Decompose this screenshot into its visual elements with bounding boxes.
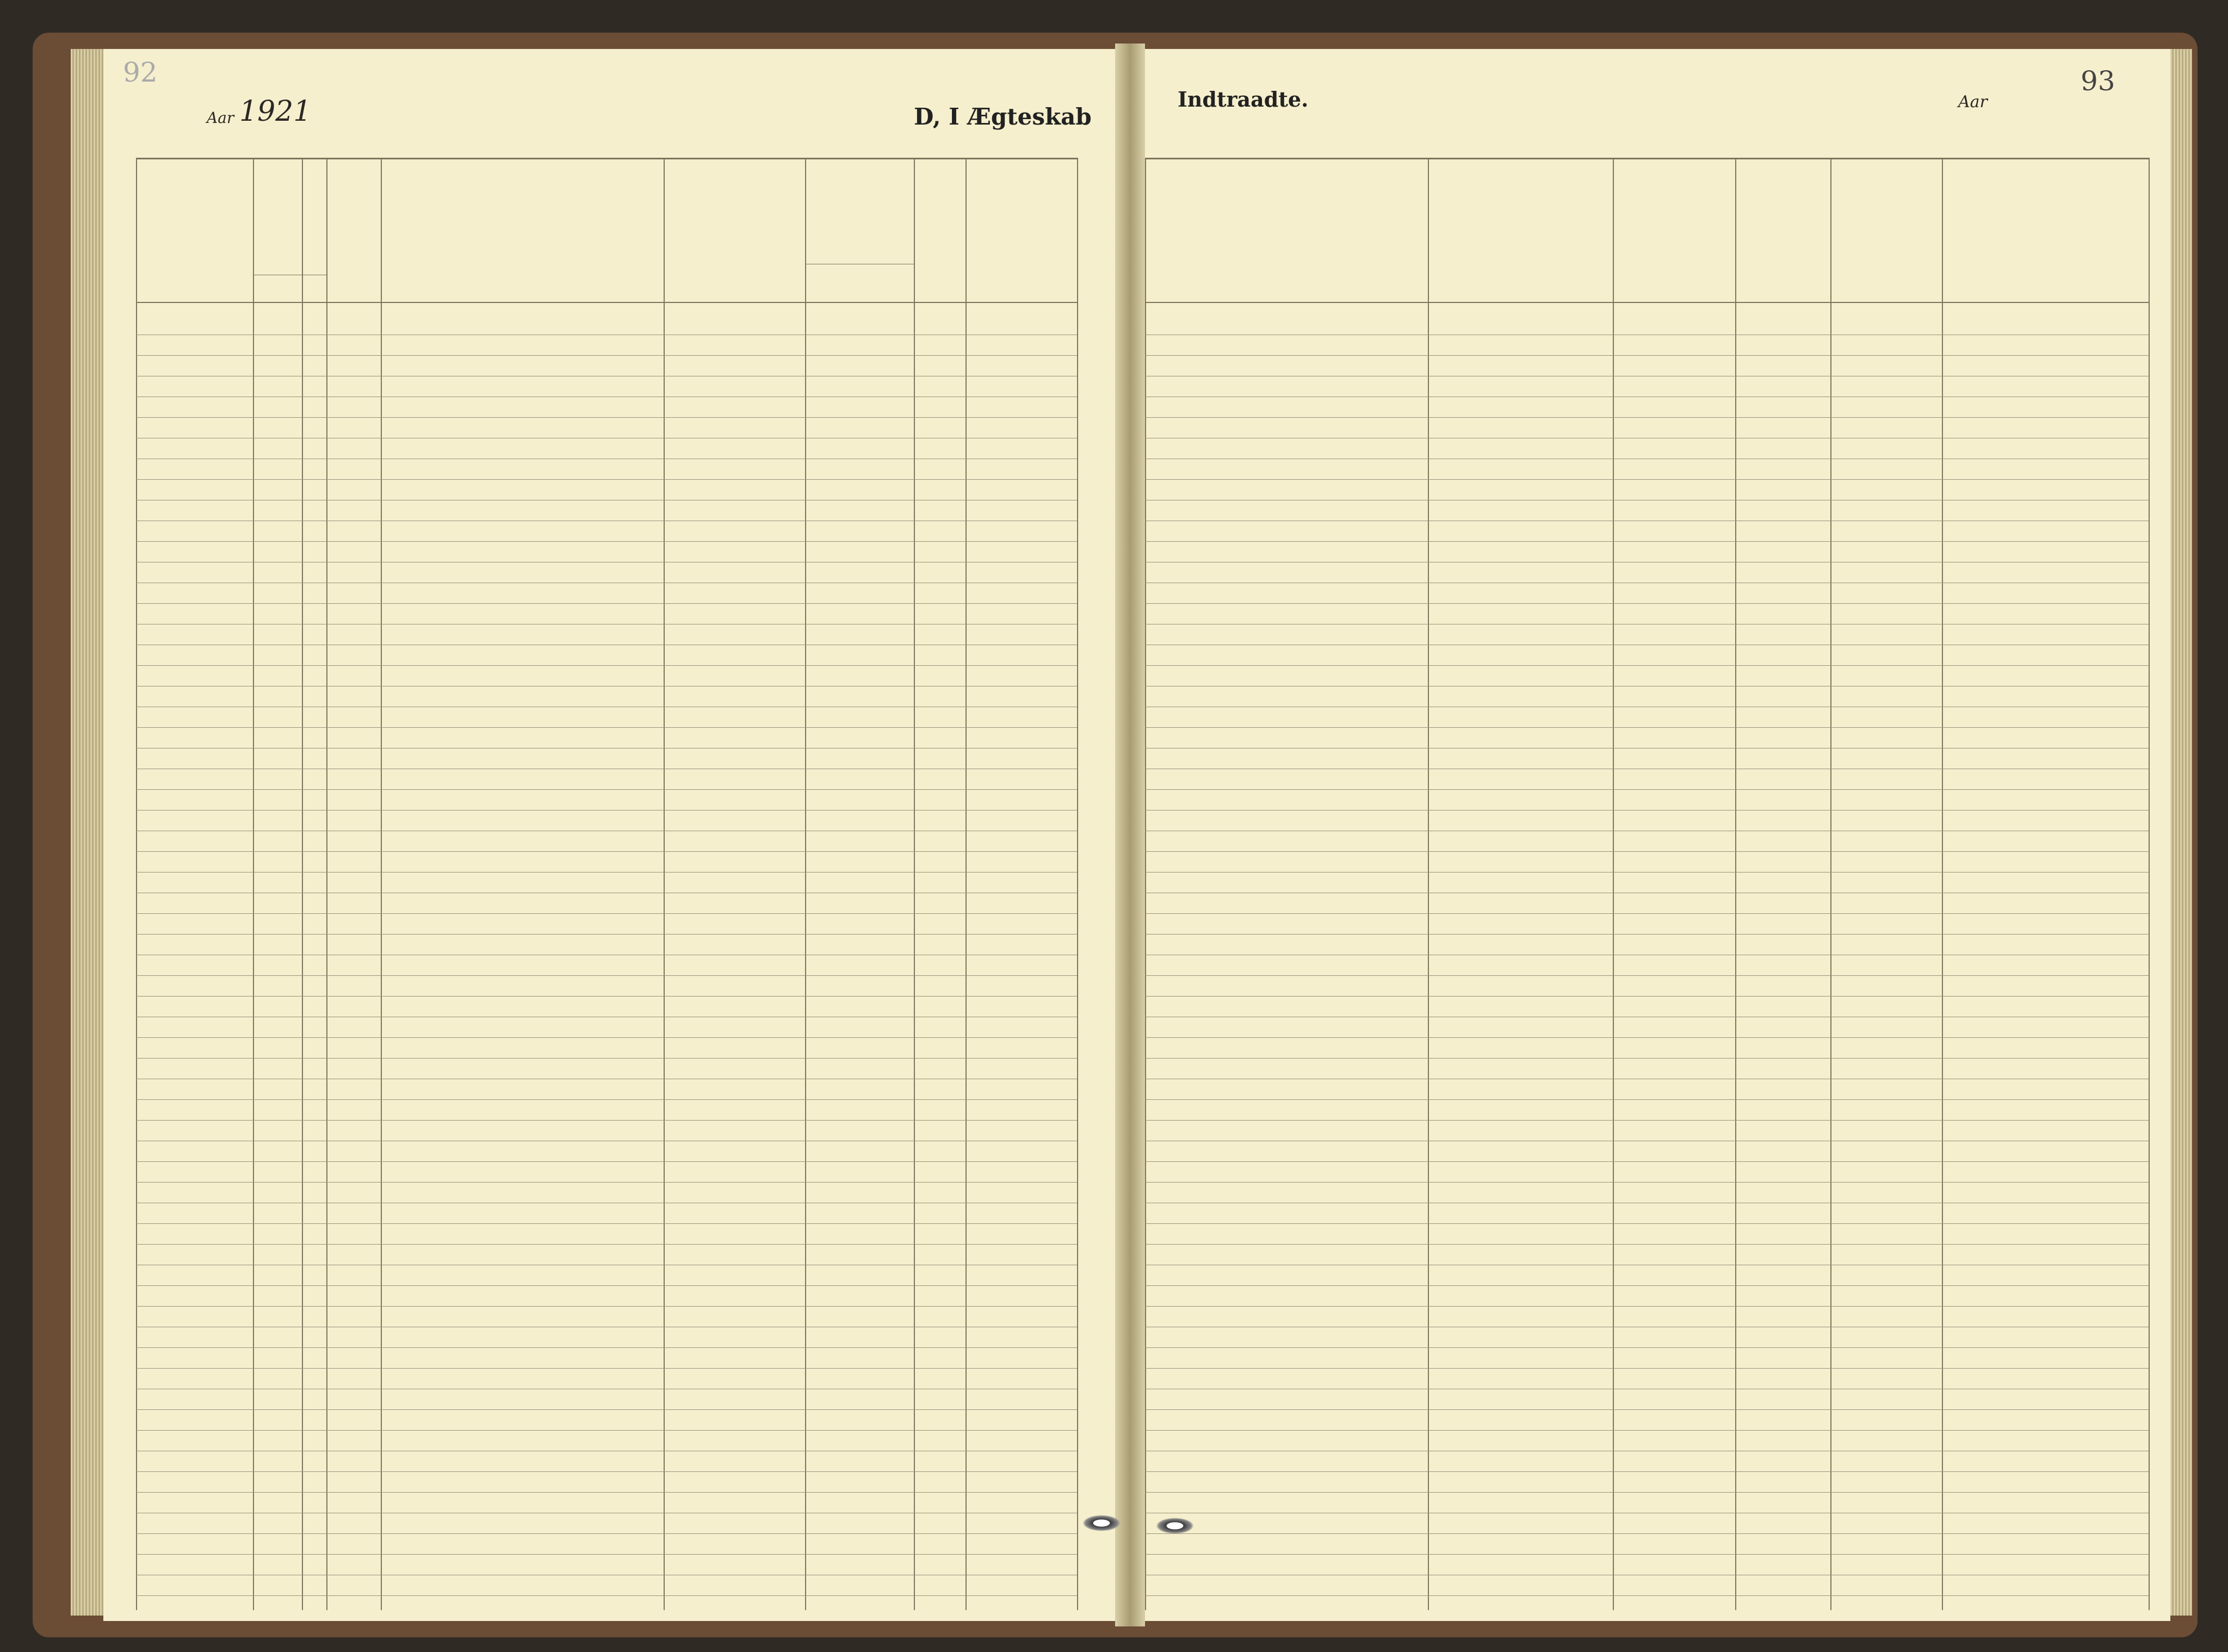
page-edges-left: [71, 49, 103, 1616]
ledger-line: [1145, 934, 2149, 935]
ledger-line: [136, 1492, 1077, 1493]
ledger-line: [1145, 727, 2149, 728]
ledger-line: [1145, 1409, 2149, 1410]
aar-label-right: Aar: [1958, 92, 1988, 112]
ledger-line: [1145, 665, 2149, 666]
ledger-line: [136, 789, 1077, 790]
ledger-line: [136, 727, 1077, 728]
ledger-line: [1145, 1533, 2149, 1534]
ledger-line: [1145, 1223, 2149, 1224]
header-top-rule: [1145, 158, 2149, 159]
ledger-line: [1145, 417, 2149, 418]
ledger-line: [136, 479, 1077, 480]
ledger-line: [136, 1409, 1077, 1410]
ledger-line: [136, 851, 1077, 852]
ledger-line: [1145, 872, 2149, 873]
page-edges-right: [2170, 49, 2192, 1616]
page-number-left: 92: [123, 57, 158, 88]
ledger-line: [136, 1533, 1077, 1534]
header-bottom-rule: [136, 302, 1077, 303]
ledger-line: [136, 1430, 1077, 1431]
ledger-line: [1145, 1182, 2149, 1183]
ledger-line: [136, 417, 1077, 418]
ledger-line: [1145, 975, 2149, 976]
ledger-line: [1145, 1285, 2149, 1286]
ledger-line: [136, 872, 1077, 873]
ledger-line: [1145, 1161, 2149, 1162]
ledger-line: [136, 996, 1077, 997]
header-top-rule: [136, 158, 1077, 159]
ledger-line: [136, 355, 1077, 356]
ink-blot-left: [1082, 1515, 1121, 1531]
ledger-line: [136, 1058, 1077, 1059]
right-page: [1134, 49, 2170, 1621]
ledger-line: [1145, 913, 2149, 914]
ledger-line: [136, 1285, 1077, 1286]
ledger-line: [136, 1182, 1077, 1183]
ledger-line: [1145, 851, 2149, 852]
ledger-line: [136, 1347, 1077, 1348]
ledger-line: [1145, 1554, 2149, 1555]
ledger-line: [1145, 1492, 2149, 1493]
ledger-line: [136, 1471, 1077, 1472]
ledger-line: [136, 934, 1077, 935]
ledger-line: [1145, 1471, 2149, 1472]
aar-year: 1921: [239, 95, 312, 128]
aar-label-left: Aar: [207, 109, 234, 127]
ledger-line: [136, 603, 1077, 604]
column-rule: [2149, 158, 2150, 1610]
ledger-line: [136, 1099, 1077, 1100]
register-title: D, I Ægteskab: [914, 103, 1092, 130]
ledger-line: [1145, 603, 2149, 604]
ledger-line: [136, 1223, 1077, 1224]
ledger-line: [1145, 996, 2149, 997]
register-title-right: Indtraadte.: [1178, 87, 1309, 112]
ledger-line: [1145, 1306, 2149, 1307]
ledger-line: [1145, 1595, 2149, 1596]
ledger-line: [1145, 1037, 2149, 1038]
ledger-line: [1145, 1430, 2149, 1431]
ledger-line: [136, 1037, 1077, 1038]
ledger-line: [1145, 1058, 2149, 1059]
ledger-line: [1145, 1244, 2149, 1245]
ledger-line: [1145, 541, 2149, 542]
ledger-line: [136, 665, 1077, 666]
ledger-line: [1145, 1368, 2149, 1369]
ledger-line: [1145, 789, 2149, 790]
ledger-line: [136, 913, 1077, 914]
ledger-line: [1145, 1347, 2149, 1348]
header-bottom-rule: [1145, 302, 2149, 303]
ledger-line: [1145, 1120, 2149, 1121]
ledger-line: [136, 1244, 1077, 1245]
ledger-line: [1145, 479, 2149, 480]
ink-blot-right: [1156, 1518, 1194, 1534]
left-page: [103, 49, 1126, 1621]
ledger-line: [136, 1161, 1077, 1162]
ledger-line: [136, 1554, 1077, 1555]
ledger-line: [136, 1368, 1077, 1369]
page-number-right: 93: [2081, 65, 2115, 97]
ledger-line: [136, 1120, 1077, 1121]
ledger-line: [136, 541, 1077, 542]
ledger-line: [136, 1306, 1077, 1307]
ledger-line: [1145, 1099, 2149, 1100]
ledger-line: [1145, 355, 2149, 356]
ledger-line: [136, 1595, 1077, 1596]
book-gutter: [1115, 44, 1145, 1626]
column-rule: [1077, 158, 1078, 1610]
ledger-line: [136, 975, 1077, 976]
